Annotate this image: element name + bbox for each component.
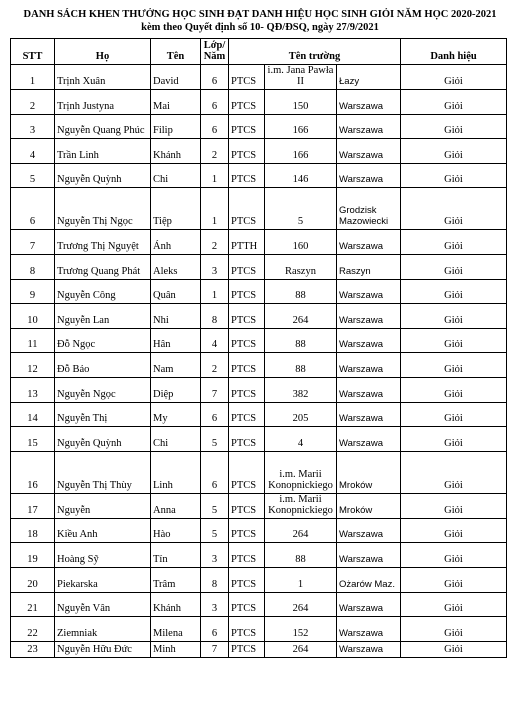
cell-ten: Linh <box>151 451 201 493</box>
cell-ho: Trương Thị Nguyệt <box>55 230 151 255</box>
header-danh-hieu: Danh hiệu <box>401 39 507 65</box>
cell-ho: Nguyễn <box>55 493 151 518</box>
cell-cap: PTCS <box>229 90 265 115</box>
cell-cap: PTCS <box>229 402 265 427</box>
table-row <box>11 139 507 164</box>
cell-school-place: Warszawa <box>337 617 401 642</box>
cell-school-place: Warszawa <box>337 402 401 427</box>
cell-ten: Milena <box>151 617 201 642</box>
cell-school-place: Warszawa <box>337 279 401 304</box>
cell-ho: Đỗ Ngọc <box>55 328 151 353</box>
cell-danh-hieu: Giỏi <box>401 451 507 493</box>
table-row <box>11 377 507 402</box>
cell-school-number: 382 <box>265 377 337 402</box>
cell-ten: Mai <box>151 90 201 115</box>
cell-danh-hieu: Giỏi <box>401 139 507 164</box>
cell-danh-hieu: Giỏi <box>401 163 507 188</box>
cell-school-place: Łazy <box>337 65 401 90</box>
cell-lop: 5 <box>201 518 229 543</box>
table-row <box>11 90 507 115</box>
cell-lop: 7 <box>201 377 229 402</box>
cell-school-number: i.m. Marii Konopnickiego <box>265 493 337 518</box>
cell-ho: Nguyễn Quang Phúc <box>55 114 151 139</box>
cell-lop: 2 <box>201 139 229 164</box>
table-header-row <box>11 39 507 65</box>
table-row <box>11 518 507 543</box>
cell-stt: 9 <box>11 279 55 304</box>
table-row <box>11 641 507 657</box>
cell-cap: PTCS <box>229 493 265 518</box>
cell-ten: Diệp <box>151 377 201 402</box>
cell-cap: PTCS <box>229 328 265 353</box>
cell-school-place: Warszawa <box>337 427 401 452</box>
cell-school-place: Raszyn <box>337 254 401 279</box>
table-row <box>11 592 507 617</box>
cell-ten: Quân <box>151 279 201 304</box>
cell-school-place: Warszawa <box>337 114 401 139</box>
cell-cap: PTCS <box>229 543 265 568</box>
cell-danh-hieu: Giỏi <box>401 188 507 230</box>
cell-ten: David <box>151 65 201 90</box>
cell-school-place: Ożarów Maz. <box>337 567 401 592</box>
cell-danh-hieu: Giỏi <box>401 90 507 115</box>
cell-stt: 20 <box>11 567 55 592</box>
table-row <box>11 188 507 230</box>
document-subtitle: kèm theo Quyết định số 10- QĐ/ĐSQ, ngày 27/9/2021 <box>141 22 379 33</box>
cell-ho: Nguyễn Lan <box>55 304 151 329</box>
cell-stt: 14 <box>11 402 55 427</box>
cell-school-place: Warszawa <box>337 543 401 568</box>
cell-ten: Minh <box>151 641 201 657</box>
cell-ten: Trâm <box>151 567 201 592</box>
cell-cap: PTCS <box>229 617 265 642</box>
cell-lop: 3 <box>201 592 229 617</box>
cell-stt: 12 <box>11 353 55 378</box>
cell-stt: 5 <box>11 163 55 188</box>
header-truong: Tên trường <box>229 39 401 65</box>
cell-school-place: Warszawa <box>337 304 401 329</box>
cell-ho: Nguyễn Quỳnh <box>55 427 151 452</box>
cell-cap: PTCS <box>229 451 265 493</box>
cell-lop: 8 <box>201 567 229 592</box>
cell-ho: Kiều Anh <box>55 518 151 543</box>
cell-school-number: 166 <box>265 139 337 164</box>
cell-danh-hieu: Giỏi <box>401 493 507 518</box>
cell-ten: Hào <box>151 518 201 543</box>
cell-lop: 6 <box>201 114 229 139</box>
cell-school-place: Grodzisk Mazowiecki <box>337 188 401 230</box>
cell-ten: Chi <box>151 163 201 188</box>
cell-ho: Nguyễn Vân <box>55 592 151 617</box>
award-table <box>10 38 507 658</box>
cell-ho: Trịnh Justyna <box>55 90 151 115</box>
cell-ten: Nam <box>151 353 201 378</box>
header-ten: Tên <box>151 39 201 65</box>
header-lop: Lớp/ Năm <box>201 39 229 65</box>
cell-ten: Nhi <box>151 304 201 329</box>
table-row <box>11 427 507 452</box>
cell-danh-hieu: Giỏi <box>401 617 507 642</box>
cell-cap: PTCS <box>229 304 265 329</box>
cell-school-place: Warszawa <box>337 230 401 255</box>
cell-school-number: 88 <box>265 543 337 568</box>
cell-stt: 15 <box>11 427 55 452</box>
cell-lop: 6 <box>201 90 229 115</box>
cell-lop: 6 <box>201 451 229 493</box>
cell-ho: Nguyễn Thị Thùy <box>55 451 151 493</box>
cell-cap: PTCS <box>229 279 265 304</box>
cell-ten: Tín <box>151 543 201 568</box>
cell-ten: Ánh <box>151 230 201 255</box>
cell-ho: Ziemniak <box>55 617 151 642</box>
cell-school-number: i.m. Jana Pawła II <box>265 65 337 90</box>
cell-school-number: 205 <box>265 402 337 427</box>
cell-stt: 22 <box>11 617 55 642</box>
cell-danh-hieu: Giỏi <box>401 402 507 427</box>
cell-cap: PTCS <box>229 353 265 378</box>
cell-school-number: 166 <box>265 114 337 139</box>
table-row <box>11 451 507 493</box>
cell-stt: 4 <box>11 139 55 164</box>
table-row <box>11 254 507 279</box>
document-title: DANH SÁCH KHEN THƯỞNG HỌC SINH ĐẠT DANH HIỆU HỌC SINH GIỎI NĂM HỌC 2020-2021 <box>23 9 497 20</box>
cell-danh-hieu: Giỏi <box>401 427 507 452</box>
cell-school-place: Warszawa <box>337 139 401 164</box>
cell-stt: 7 <box>11 230 55 255</box>
cell-stt: 3 <box>11 114 55 139</box>
cell-school-number: 88 <box>265 328 337 353</box>
cell-school-place: Warszawa <box>337 353 401 378</box>
table-row <box>11 304 507 329</box>
cell-lop: 2 <box>201 353 229 378</box>
cell-cap: PTCS <box>229 163 265 188</box>
cell-cap: PTCS <box>229 65 265 90</box>
cell-ho: Hoàng Sỹ <box>55 543 151 568</box>
cell-school-place: Warszawa <box>337 163 401 188</box>
cell-lop: 6 <box>201 402 229 427</box>
cell-lop: 1 <box>201 163 229 188</box>
cell-stt: 2 <box>11 90 55 115</box>
cell-cap: PTCS <box>229 254 265 279</box>
cell-ho: Trịnh Xuân <box>55 65 151 90</box>
cell-ten: Chi <box>151 427 201 452</box>
table-row <box>11 567 507 592</box>
cell-ten: Khánh <box>151 139 201 164</box>
cell-cap: PTCS <box>229 139 265 164</box>
cell-lop: 5 <box>201 427 229 452</box>
cell-stt: 23 <box>11 641 55 657</box>
cell-school-place: Warszawa <box>337 377 401 402</box>
cell-lop: 7 <box>201 641 229 657</box>
table-row <box>11 617 507 642</box>
cell-danh-hieu: Giỏi <box>401 114 507 139</box>
cell-school-place: Warszawa <box>337 90 401 115</box>
cell-ho: Nguyễn Thị Ngọc <box>55 188 151 230</box>
cell-lop: 3 <box>201 254 229 279</box>
cell-school-number: 4 <box>265 427 337 452</box>
cell-danh-hieu: Giỏi <box>401 641 507 657</box>
cell-ten: My <box>151 402 201 427</box>
cell-lop: 1 <box>201 279 229 304</box>
header-stt: STT <box>11 39 55 65</box>
cell-school-number: 264 <box>265 304 337 329</box>
cell-cap: PTCS <box>229 114 265 139</box>
cell-ten: Hân <box>151 328 201 353</box>
cell-cap: PTCS <box>229 188 265 230</box>
cell-stt: 21 <box>11 592 55 617</box>
cell-lop: 8 <box>201 304 229 329</box>
cell-school-number: 152 <box>265 617 337 642</box>
cell-stt: 17 <box>11 493 55 518</box>
table-row <box>11 230 507 255</box>
cell-school-number: 146 <box>265 163 337 188</box>
cell-school-place: Warszawa <box>337 592 401 617</box>
cell-ten: Tiệp <box>151 188 201 230</box>
cell-danh-hieu: Giỏi <box>401 543 507 568</box>
table-row <box>11 114 507 139</box>
cell-danh-hieu: Giỏi <box>401 377 507 402</box>
table-row <box>11 493 507 518</box>
cell-ho: Trương Quang Phát <box>55 254 151 279</box>
table-row <box>11 543 507 568</box>
cell-school-number: Raszyn <box>265 254 337 279</box>
cell-danh-hieu: Giỏi <box>401 328 507 353</box>
cell-school-place: Mroków <box>337 493 401 518</box>
cell-cap: PTCS <box>229 518 265 543</box>
cell-ten: Filip <box>151 114 201 139</box>
cell-lop: 2 <box>201 230 229 255</box>
cell-lop: 5 <box>201 493 229 518</box>
cell-danh-hieu: Giỏi <box>401 592 507 617</box>
cell-school-place: Mroków <box>337 451 401 493</box>
cell-school-number: 5 <box>265 188 337 230</box>
cell-stt: 11 <box>11 328 55 353</box>
cell-school-number: 88 <box>265 353 337 378</box>
cell-school-place: Warszawa <box>337 518 401 543</box>
cell-school-number: i.m. Marii Konopnickiego <box>265 451 337 493</box>
table-row <box>11 402 507 427</box>
cell-ho: Nguyễn Thị <box>55 402 151 427</box>
cell-danh-hieu: Giỏi <box>401 230 507 255</box>
cell-ho: Đỗ Bảo <box>55 353 151 378</box>
cell-ho: Nguyễn Công <box>55 279 151 304</box>
cell-cap: PTCS <box>229 567 265 592</box>
cell-school-number: 160 <box>265 230 337 255</box>
cell-school-number: 88 <box>265 279 337 304</box>
cell-cap: PTCS <box>229 377 265 402</box>
cell-stt: 8 <box>11 254 55 279</box>
cell-stt: 18 <box>11 518 55 543</box>
cell-ten: Khánh <box>151 592 201 617</box>
cell-lop: 3 <box>201 543 229 568</box>
cell-lop: 6 <box>201 65 229 90</box>
table-row <box>11 65 507 90</box>
cell-stt: 10 <box>11 304 55 329</box>
cell-school-number: 150 <box>265 90 337 115</box>
cell-cap: PTTH <box>229 230 265 255</box>
cell-ho: Nguyễn Quỳnh <box>55 163 151 188</box>
cell-lop: 4 <box>201 328 229 353</box>
cell-stt: 1 <box>11 65 55 90</box>
cell-school-number: 1 <box>265 567 337 592</box>
cell-school-number: 264 <box>265 641 337 657</box>
table-row <box>11 163 507 188</box>
cell-school-number: 264 <box>265 592 337 617</box>
cell-lop: 6 <box>201 617 229 642</box>
cell-danh-hieu: Giỏi <box>401 279 507 304</box>
cell-school-place: Warszawa <box>337 328 401 353</box>
cell-stt: 13 <box>11 377 55 402</box>
cell-school-place: Warszawa <box>337 641 401 657</box>
table-row <box>11 353 507 378</box>
table-row <box>11 328 507 353</box>
cell-cap: PTCS <box>229 427 265 452</box>
cell-ho: Nguyễn Ngọc <box>55 377 151 402</box>
cell-ho: Nguyễn Hữu Đức <box>55 641 151 657</box>
cell-danh-hieu: Giỏi <box>401 304 507 329</box>
cell-ten: Anna <box>151 493 201 518</box>
cell-danh-hieu: Giỏi <box>401 254 507 279</box>
cell-danh-hieu: Giỏi <box>401 353 507 378</box>
cell-ten: Aleks <box>151 254 201 279</box>
cell-lop: 1 <box>201 188 229 230</box>
cell-school-number: 264 <box>265 518 337 543</box>
cell-stt: 19 <box>11 543 55 568</box>
cell-stt: 6 <box>11 188 55 230</box>
cell-danh-hieu: Giỏi <box>401 567 507 592</box>
cell-cap: PTCS <box>229 641 265 657</box>
table-row <box>11 279 507 304</box>
cell-stt: 16 <box>11 451 55 493</box>
cell-danh-hieu: Giỏi <box>401 65 507 90</box>
header-ho: Họ <box>55 39 151 65</box>
cell-ho: Trần Linh <box>55 139 151 164</box>
cell-ho: Piekarska <box>55 567 151 592</box>
cell-danh-hieu: Giỏi <box>401 518 507 543</box>
cell-cap: PTCS <box>229 592 265 617</box>
